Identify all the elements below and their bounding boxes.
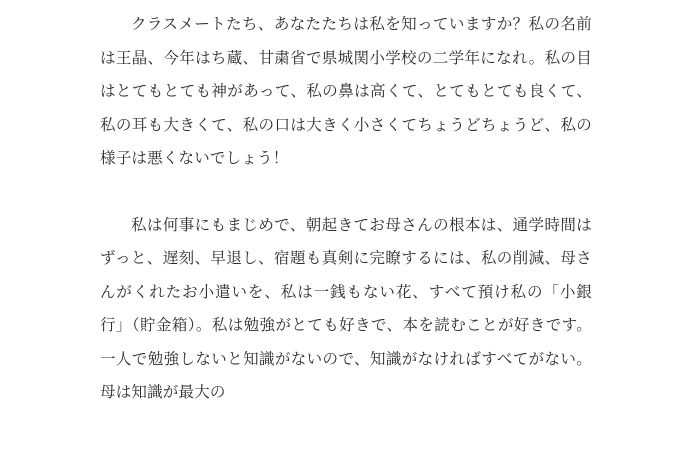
paragraph-1: クラスメートたち、あなたたちは私を知っていますか？私の名前は王晶、今年はち蔵、甘粛省で県城関小学校の二学年になれ。私の目はとてもとても神があって、私の鼻は高くて、とてもとても良くて、私の耳も大きくて、私の口は大きく小さくてちょうどちょうど、私の様子は悪くないでしょう！ bbox=[100, 15, 592, 167]
paragraph-spacer bbox=[100, 176, 592, 209]
paragraph-2: 私は何事にもまじめで、朝起きてお母さんの根本は、通学時間はずっと、遅刻、早退し、宿題も真剣に完瞭するには、私の削減、母さんがくれたお小遣いを、私は一銭もない花、すべて預け私の「小銀行」（貯金箱）。私は勉強がとても好きで、本を読むことが好きです。一人で勉強しないと知識がないので、知識がなければすべてがない。母は知識が最大の bbox=[100, 215, 592, 401]
document-body bbox=[100, 8, 592, 410]
